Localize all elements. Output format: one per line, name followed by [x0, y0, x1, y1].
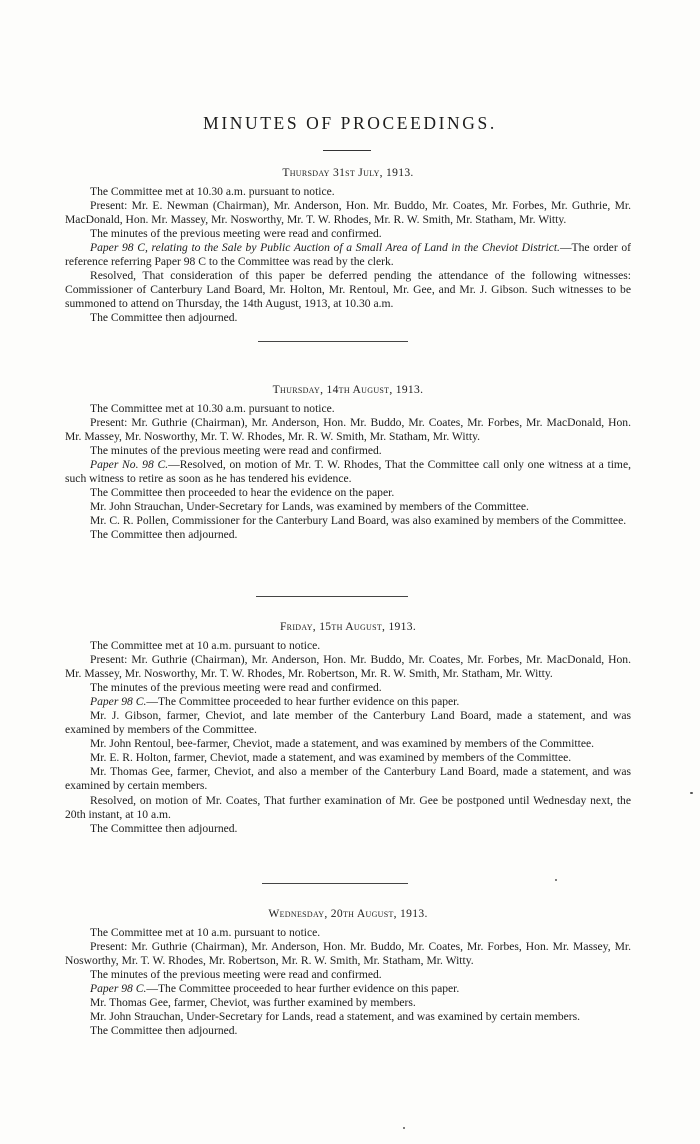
meeting-date: Wednesday, 20th August, 1913. — [268, 907, 428, 920]
section-separator — [262, 883, 408, 884]
minute-paragraph: The Committee then proceeded to hear the evidence on the paper. — [90, 486, 395, 500]
minute-paragraph: The minutes of the previous meeting were read and confirmed. — [90, 681, 382, 695]
minute-paragraph: Mr. John Rentoul, bee-farmer, Cheviot, made a statement, and was examined by members of the Committee. — [90, 737, 595, 751]
minute-paragraph: The Committee met at 10 a.m. pursuant to notice. — [90, 926, 321, 939]
minute-paragraph: Mr. E. R. Holton, farmer, Cheviot, made a statement, and was examined by members of the Committee. — [90, 751, 572, 765]
scan-speck — [555, 879, 557, 881]
meeting-date-text: 20th August, 1913. — [330, 907, 428, 920]
minute-paragraph: Paper No. 98 C.—Resolved, on motion of Mr. T. W. Rhodes, That the Committee call only one witness at a time, such witness to retire as soon as he has tendered his evidence. — [65, 458, 631, 486]
minute-paragraph: Mr. John Strauchan, Under-Secretary for Lands, was examined by members of the Committee. — [90, 500, 529, 514]
title-rule — [323, 150, 371, 151]
minute-paragraph: Present: Mr. E. Newman (Chairman), Mr. Anderson, Hon. Mr. Buddo, Mr. Coates, Mr. Forbes, Mr. Guthrie, Mr. MacDonald, Hon. Mr. Massey, Mr. Nosworthy, Mr. T. W. Rhodes, Mr. R. W. Smith, Mr. Statham, Mr. Witty. — [65, 199, 631, 227]
minute-paragraph: The minutes of the previous meeting were read and confirmed. — [90, 227, 382, 241]
minute-paragraph: The Committee met at 10.30 a.m. pursuant to notice. — [90, 185, 335, 198]
meeting-entry — [65, 620, 631, 836]
minute-paragraph: Resolved, That consideration of this paper be deferred pending the attendance of the following witnesses: Commissioner of Canterbury Land Board, Mr. Holton, Mr. Rentoul, Mr. Gee, and Mr. J. Gibson. Such witnesses to be summoned to attend on Thursday, the 14th August, 1913, at 10.30 a.m. — [65, 269, 631, 311]
minute-paragraph: The minutes of the previous meeting were read and confirmed. — [90, 968, 382, 982]
meeting-entry — [65, 166, 631, 325]
meeting-date-text: 15th August, 1913. — [319, 620, 417, 633]
minute-paragraph: The Committee then adjourned. — [90, 1024, 238, 1038]
minute-paragraph: The minutes of the previous meeting were read and confirmed. — [90, 444, 382, 458]
meeting-date: Friday, 15th August, 1913. — [279, 620, 417, 633]
minute-paragraph: Present: Mr. Guthrie (Chairman), Mr. Anderson, Hon. Mr. Buddo, Mr. Coates, Mr. Forbes, Mr. MacDonald, Hon. Mr. Massey, Mr. Nosworthy, Mr. T. W. Rhodes, Mr. Robertson, Mr. R. W. Smith, Mr. Statham, Mr. Witty. — [65, 653, 631, 681]
meeting-weekday: Thursday — [282, 166, 330, 179]
section-separator — [258, 341, 408, 342]
minute-paragraph: Paper 98 C.—The Committee proceeded to hear further evidence on this paper. — [90, 695, 460, 709]
meeting-weekday: Friday — [279, 620, 313, 633]
page-title: MINUTES OF PROCEEDINGS. — [203, 113, 497, 133]
minute-paragraph: The Committee then adjourned. — [90, 528, 238, 542]
minute-paragraph: The Committee met at 10.30 a.m. pursuant to notice. — [90, 402, 335, 415]
minute-paragraph: The Committee met at 10 a.m. pursuant to notice. — [90, 639, 321, 652]
minute-paragraph: Present: Mr. Guthrie (Chairman), Mr. Anderson, Hon. Mr. Buddo, Mr. Coates, Mr. Forbes, Hon. Mr. Massey, Mr. Nosworthy, Mr. T. W. Rhodes, Mr. Robertson, Mr. R. W. Smith, Mr. Statham, Mr. Witty. — [65, 940, 631, 968]
meeting-date — [65, 166, 631, 180]
meeting-date-text: 14th August, 1913. — [326, 383, 424, 396]
minute-paragraph: The Committee then adjourned. — [90, 821, 238, 835]
meeting-weekday: Thursday — [272, 383, 321, 396]
meeting-date: Thursday, 14th August, 1913. — [272, 383, 424, 396]
scan-speck — [403, 1127, 405, 1129]
minute-paragraph: Mr. Thomas Gee, farmer, Cheviot, and also a member of the Canterbury Land Board, made a statement, and was examined by certain members. — [65, 765, 631, 793]
minute-paragraph: Present: Mr. Guthrie (Chairman), Mr. Anderson, Hon. Mr. Buddo, Mr. Coates, Mr. Forbes, Mr. MacDonald, Hon. Mr. Massey, Mr. Nosworthy, Mr. T. W. Rhodes, Mr. R. W. Smith, Mr. Statham, Mr. Witty. — [65, 416, 631, 444]
minute-paragraph: Resolved, on motion of Mr. Coates, That further examination of Mr. Gee be postponed until Wednesday next, the 20th instant, at 10 a.m. — [65, 793, 631, 821]
meeting-entry — [65, 907, 631, 1038]
meeting-date-text: 31st July, 1913. — [332, 166, 414, 179]
minute-paragraph: Paper 98 C.—The Committee proceeded to hear further evidence on this paper. — [90, 982, 460, 996]
section-separator — [256, 596, 408, 597]
minute-paragraph: Mr. Thomas Gee, farmer, Cheviot, was further examined by members. — [90, 996, 416, 1010]
minute-paragraph: The Committee then adjourned. — [90, 311, 238, 325]
meeting-weekday: Wednesday — [268, 907, 325, 920]
minute-paragraph: Mr. John Strauchan, Under-Secretary for Lands, read a statement, and was examined by certain members. — [90, 1010, 581, 1024]
meeting-entry — [65, 383, 631, 542]
minute-paragraph: Mr. J. Gibson, farmer, Cheviot, and late member of the Canterbury Land Board, made a statement, and was examined by members of the Committee. — [65, 709, 631, 737]
minute-paragraph: Mr. C. R. Pollen, Commissioner for the Canterbury Land Board, was also examined by members of the Committee. — [90, 514, 627, 528]
minute-paragraph: Paper 98 C, relating to the Sale by Public Auction of a Small Area of Land in the Cheviot District.—The order of reference referring Paper 98 C to the Committee was read by the clerk. — [65, 241, 631, 269]
scan-speck — [690, 792, 693, 794]
